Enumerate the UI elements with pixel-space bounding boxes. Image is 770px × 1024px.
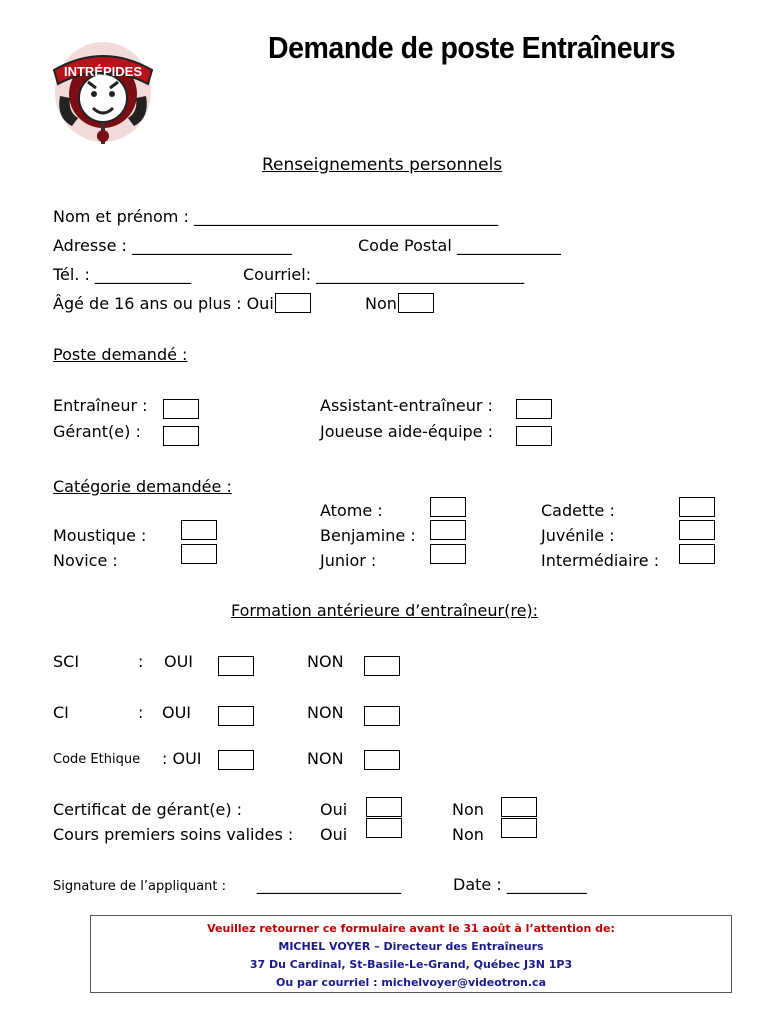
return-deadline-text: Veuillez retourner ce formulaire avant le 31 août à l’attention de: xyxy=(207,922,615,935)
training-ethics-yes-checkbox[interactable] xyxy=(218,750,254,770)
category-intermediaire-label: Intermédiaire : xyxy=(541,551,660,570)
manager-cert-yes-label: Oui xyxy=(320,800,348,819)
mailing-address-text: 37 Du Cardinal, St-Basile-Le-Grand, Québec J3N 1P3 xyxy=(249,958,573,971)
training-sci-yes-checkbox[interactable] xyxy=(218,656,254,676)
training-sci-yes-label: OUI xyxy=(164,652,194,671)
first-aid-label: Cours premiers soins valides : xyxy=(53,825,294,844)
section-heading-personal: Renseignements personnels xyxy=(262,155,503,175)
postal-code-field[interactable]: Code Postal _____________ xyxy=(358,236,561,255)
training-ci-no-label: NON xyxy=(307,703,344,722)
tiger-hockey-logo-icon xyxy=(48,18,158,152)
age-question-label: Âgé de 16 ans ou plus : Oui xyxy=(53,294,274,313)
training-sci-no-checkbox[interactable] xyxy=(364,656,400,676)
training-sci-separator: : xyxy=(138,652,144,671)
category-atome-checkbox[interactable] xyxy=(430,497,466,517)
category-cadette-checkbox[interactable] xyxy=(679,497,715,517)
player-aide-checkbox[interactable] xyxy=(516,426,552,446)
category-moustique-checkbox[interactable] xyxy=(181,520,217,540)
name-field[interactable]: Nom et prénom : ______________________________________ xyxy=(53,207,498,226)
category-atome-label: Atome : xyxy=(320,501,383,520)
age-no-label: Non xyxy=(365,294,397,313)
age-no-checkbox[interactable] xyxy=(398,293,434,313)
category-moustique-label: Moustique : xyxy=(53,526,147,545)
category-juvenile-checkbox[interactable] xyxy=(679,520,715,540)
section-heading-category: Catégorie demandée : xyxy=(53,477,232,496)
date-field[interactable]: Date : __________ xyxy=(453,875,587,894)
training-ci-yes-label: OUI xyxy=(162,703,192,722)
first-aid-no-checkbox[interactable] xyxy=(501,818,537,838)
contact-email-link[interactable]: Ou par courriel : michelvoyer@videotron.ca xyxy=(275,976,546,989)
training-ethics-no-label: NON xyxy=(307,749,344,768)
page-title: Demande de poste Entraîneurs xyxy=(268,30,676,65)
manager-label: Gérant(e) : xyxy=(53,422,141,441)
category-intermediaire-checkbox[interactable] xyxy=(679,544,715,564)
coach-checkbox[interactable] xyxy=(163,399,199,419)
section-heading-training: Formation antérieure d’entraîneur(re): xyxy=(231,601,539,620)
training-ci-separator: : xyxy=(138,703,144,722)
signature-field[interactable]: __________________ xyxy=(257,875,401,894)
category-benjamine-label: Benjamine : xyxy=(320,526,416,545)
first-aid-no-label: Non xyxy=(452,825,484,844)
player-aide-label: Joueuse aide-équipe : xyxy=(320,422,493,441)
assistant-coach-checkbox[interactable] xyxy=(516,399,552,419)
category-novice-label: Novice : xyxy=(53,551,118,570)
training-ethics-label: Code Ethique xyxy=(53,752,141,767)
email-field[interactable]: Courriel: __________________________ xyxy=(243,265,525,284)
training-ci-label: CI xyxy=(53,703,69,722)
training-ethics-no-checkbox[interactable] xyxy=(364,750,400,770)
director-name-text: MICHEL VOYER – Directeur des Entraîneurs xyxy=(278,940,544,953)
assistant-coach-label: Assistant-entraîneur : xyxy=(320,396,493,415)
phone-field[interactable]: Tél. : ____________ xyxy=(53,265,191,284)
signature-label: Signature de l’appliquant : xyxy=(53,879,226,894)
category-benjamine-checkbox[interactable] xyxy=(430,520,466,540)
age-yes-checkbox[interactable] xyxy=(275,293,311,313)
category-novice-checkbox[interactable] xyxy=(181,544,217,564)
first-aid-yes-checkbox[interactable] xyxy=(366,818,402,838)
training-ci-no-checkbox[interactable] xyxy=(364,706,400,726)
training-sci-no-label: NON xyxy=(307,652,344,671)
manager-cert-label: Certificat de gérant(e) : xyxy=(53,800,243,819)
training-ethics-yes-label: : OUI xyxy=(162,749,202,768)
manager-cert-yes-checkbox[interactable] xyxy=(366,797,402,817)
manager-cert-no-label: Non xyxy=(452,800,484,819)
first-aid-yes-label: Oui xyxy=(320,825,348,844)
return-instructions-box xyxy=(90,915,732,993)
section-heading-position: Poste demandé : xyxy=(53,345,188,364)
category-junior-label: Junior : xyxy=(320,551,377,570)
category-cadette-label: Cadette : xyxy=(541,501,615,520)
address-field[interactable]: Adresse : ____________________ xyxy=(53,236,292,255)
manager-checkbox[interactable] xyxy=(163,426,199,446)
category-junior-checkbox[interactable] xyxy=(430,544,466,564)
training-sci-label: SCI xyxy=(53,652,80,671)
training-ci-yes-checkbox[interactable] xyxy=(218,706,254,726)
coach-label: Entraîneur : xyxy=(53,396,148,415)
logo-text: INTRÉPIDES xyxy=(63,64,143,79)
category-juvenile-label: Juvénile : xyxy=(541,526,615,545)
manager-cert-no-checkbox[interactable] xyxy=(501,797,537,817)
